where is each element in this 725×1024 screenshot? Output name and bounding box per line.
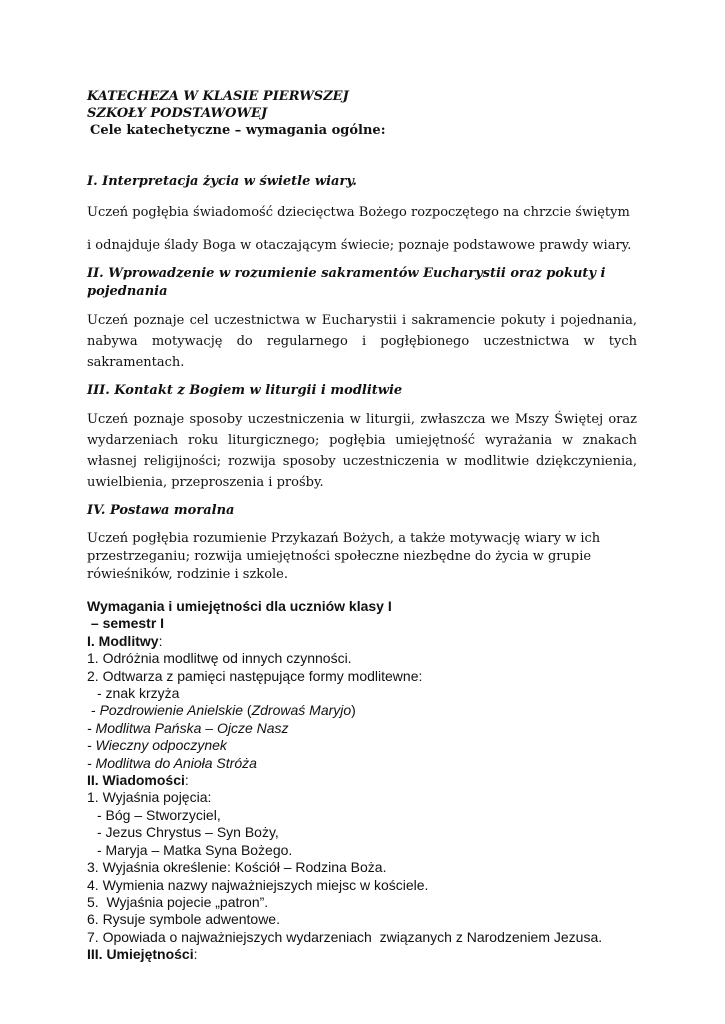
wiadomosci-item: 5. Wyjaśnia pojecie „patron”. — [87, 893, 269, 910]
section-4-para — [87, 530, 637, 584]
document-body — [87, 88, 637, 964]
modlitwy-colon: : — [158, 632, 163, 649]
section-3-para: Uczeń poznaje sposoby uczestniczenia w liturgii, zwłaszcza we Mszy Świętej oraz wydarzeniach roku liturgicznego; pogłębia umiejętność wyrażania w znakach własnej religijności; rozwija sposoby uczestniczenia w modlitwie dziękczynienia, uwielbienia, przeproszenia i prośby. — [87, 412, 637, 490]
section-4-heading: IV. Postawa moralna — [87, 503, 235, 518]
section-3-heading: III. Kontakt z Bogiem w liturgii i modlitwie — [87, 383, 403, 398]
requirements-semester: – semestr I — [87, 615, 165, 632]
umiejetnosci-heading-text: III. Umiejętności — [87, 946, 194, 963]
umiejetnosci-heading — [87, 946, 637, 963]
wiadomosci-item: 6. Rysuje symbole adwentowe. — [87, 911, 280, 928]
section-2-para: Uczeń poznaje cel uczestnictwa w Eucharystii i sakramencie pokuty i pojednania, nabywa motywację do regularnego i pogłębionego uczestnictwa w tych sakramentach. — [87, 313, 637, 370]
section-4-line: Uczeń pogłębia rozumienie Przykazań Bożych, a także motywację wiary w ich — [87, 531, 601, 546]
prayer-dash: - — [91, 702, 100, 719]
prayer-item — [87, 702, 637, 719]
prayer-item: - znak krzyża — [97, 685, 180, 702]
wiadomosci-colon: : — [184, 772, 189, 789]
modlitwy-item: 1. Odróżnia modlitwę od innych czynności. — [87, 650, 352, 667]
wiadomosci-item: 1. Wyjaśnia pojęcia: — [87, 789, 212, 806]
prayer-paren-close: ) — [351, 702, 356, 719]
section-4-line: przestrzeganiu; rozwija umiejętności społeczne niezbędne do życia w grupie — [87, 549, 592, 564]
prayer-anielskie: Pozdrowienie Anielskie — [99, 702, 244, 719]
modlitwy-item: 2. Odtwarza z pamięci następujące formy modlitewne: — [87, 667, 423, 684]
modlitwy-heading-text: I. Modlitwy — [87, 632, 159, 649]
wiadomosci-heading-text: II. Wiadomości — [87, 772, 185, 789]
prayer-paren-open: ( — [243, 702, 252, 719]
section-1-para1: Uczeń pogłębia świadomość dziecięctwa Bożego rozpoczętego na chrzcie świętym — [87, 205, 630, 220]
document-title-line1: KATECHEZA W KLASIE PIERWSZEJ — [87, 89, 349, 104]
prayer-zdrowas: Zdrowaś Maryjo — [251, 702, 352, 719]
requirements-title: Wymagania i umiejętności dla uczniów klasy I — [87, 598, 392, 614]
document-title-line2: SZKOŁY PODSTAWOWEJ — [87, 106, 268, 121]
umiejetnosci-colon: : — [193, 946, 198, 963]
wiadomosci-item: 3. Wyjaśnia określenie: Kościół – Rodzina Boża. — [87, 859, 387, 876]
wiadomosci-subitem: - Jezus Chrystus – Syn Boży, — [97, 824, 279, 841]
prayer-item: - Modlitwa do Anioła Stróża — [87, 754, 257, 771]
section-1-heading: I. Interpretacja życia w świetle wiary. — [87, 174, 357, 189]
section-2-heading: II. Wprowadzenie w rozumienie sakramentów Eucharystii oraz pokuty i pojednania — [87, 266, 606, 299]
wiadomosci-item: 4. Wymienia nazwy najważniejszych miejsc w kościele. — [87, 876, 429, 893]
wiadomosci-heading — [87, 772, 637, 789]
document-subtitle: Cele katechetyczne – wymagania ogólne: — [90, 123, 386, 138]
modlitwy-heading — [87, 633, 637, 650]
requirements-list — [87, 598, 637, 964]
section-4-line: rówieśników, rodzinie i szkole. — [87, 567, 288, 582]
wiadomosci-subitem: - Maryja – Matka Syna Bożego. — [97, 841, 293, 858]
prayer-item: - Modlitwa Pańska – Ojcze Nasz — [87, 719, 289, 736]
section-1-para2: i odnajduje ślady Boga w otaczającym świecie; poznaje podstawowe prawdy wiary. — [87, 238, 632, 253]
wiadomosci-subitem: - Bóg – Stworzyciel, — [97, 806, 221, 823]
wiadomosci-item: 7. Opowiada o najważniejszych wydarzeniach związanych z Narodzeniem Jezusa. — [87, 928, 603, 945]
prayer-item: - Wieczny odpoczynek — [87, 737, 227, 754]
